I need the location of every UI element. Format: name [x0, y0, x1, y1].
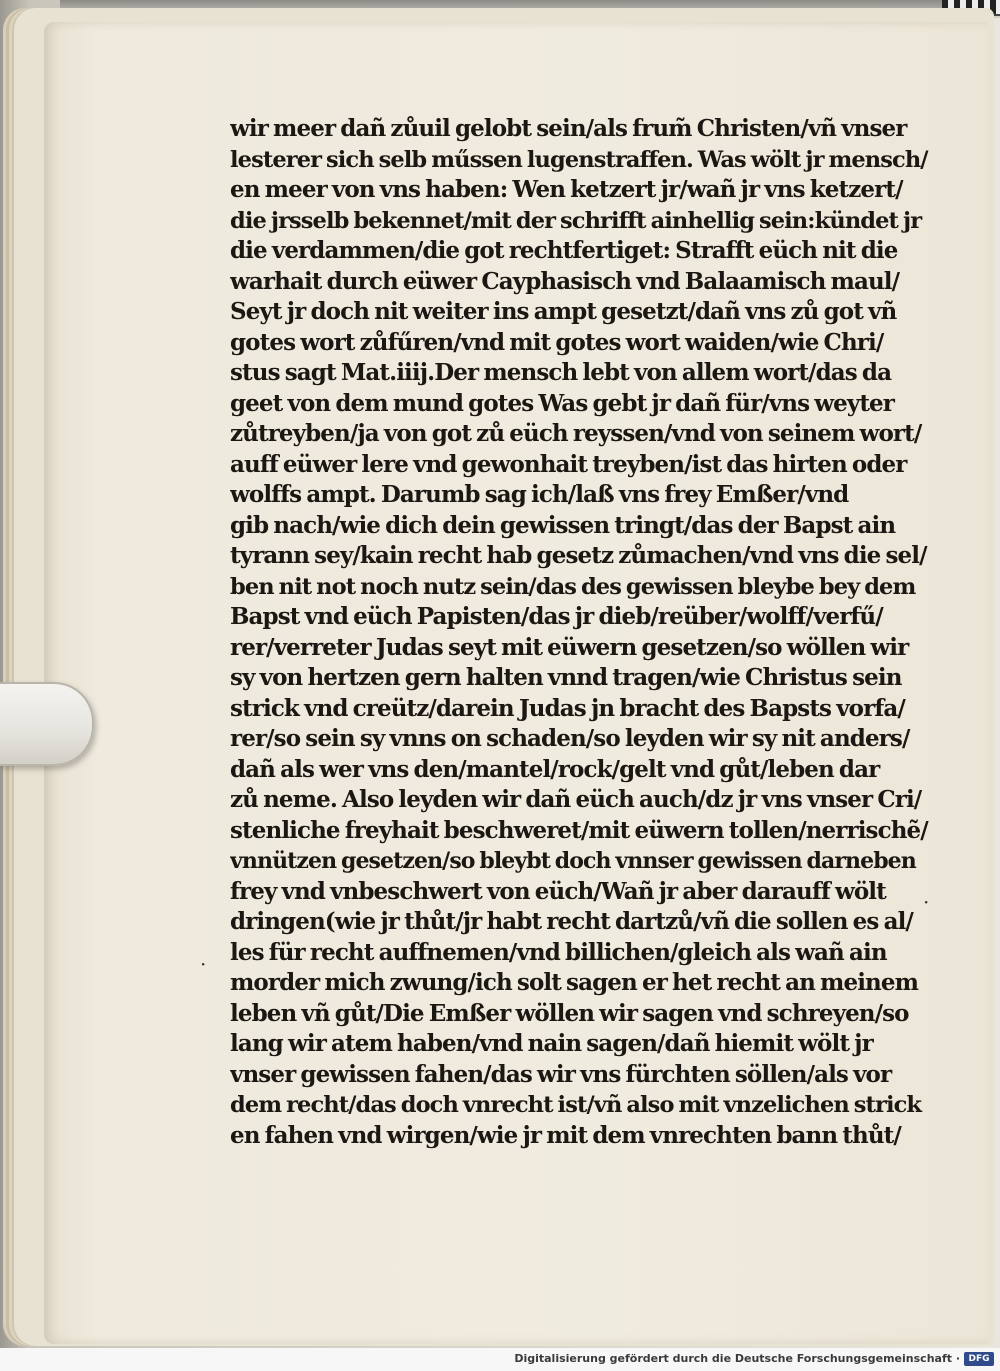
text-line: stus sagt Mat.iiij.Der mensch lebt von allem wort/das da — [230, 359, 892, 386]
text-line: vnnützen gesetzen/so bleybt doch vnnser gewissen darneben — [230, 848, 916, 874]
text-line: lang wir atem haben/vnd nain sagen/dañ hiemit wölt jr — [230, 1030, 873, 1057]
text-line: tyrann sey/kain recht hab gesetz zůmachen/vnd vns die sel/ — [230, 542, 927, 569]
text-line: ben nit not noch nutz sein/das des gewissen bleybe bey dem — [230, 573, 916, 600]
text-line: rer/so sein sy vnns on schaden/so leyden wir sy nit anders/ — [230, 725, 910, 752]
text-line: vnser gewissen fahen/das wir vns fürchten söllen/als vor — [230, 1060, 892, 1088]
page-text — [230, 114, 930, 1151]
text-line: dringen(wie jr thůt/jr habt recht dartzů/vñ die sollen es al/ — [230, 908, 913, 935]
page-clip — [0, 682, 94, 766]
text-line: zůtreyben/ja von got zů eüch reyssen/vnd von seinem wort/ — [230, 420, 922, 447]
text-line: gib nach/wie dich dein gewissen tringt/das der Bapst ain — [230, 511, 896, 539]
text-line: leben vñ gůt/Die Emßer wöllen wir sagen vnd schreyen/so — [230, 999, 909, 1027]
text-line: die verdammen/die got rechtfertiget: Strafft eüch nit die — [230, 237, 898, 264]
text-line: Seyt jr doch nit weiter ins ampt gesetzt/dañ vns zů got vñ — [230, 298, 897, 325]
margin-mark: · — [200, 952, 207, 976]
text-line: dem recht/das doch vnrecht ist/vñ also mit vnzelichen strick — [230, 1092, 922, 1118]
text-line: auff eüwer lere vnd gewonhait treyben/ist das hirten oder — [230, 450, 907, 478]
text-line: stenliche freyhait beschweret/mit eüwern tollen/nerrischẽ/ — [230, 816, 928, 844]
text-line: sy von hertzen gern halten vnnd tragen/wie Christus sein — [230, 664, 902, 691]
text-line: gotes wort zůfűren/vnd mit gotes wort waiden/wie Chri/ — [230, 328, 884, 356]
text-line: zů neme. Also leyden wir dañ eüch auch/dz jr vns vnser Cri/ — [230, 786, 922, 813]
text-line: wir meer dañ zůuil gelobt sein/als frum̃ Christen/vñ vnser — [230, 115, 907, 142]
text-line: strick vnd creütz/darein Judas jn bracht des Bapsts vorfa/ — [230, 694, 905, 722]
text-line: morder mich zwung/ich solt sagen er het recht an meinem — [230, 969, 919, 996]
text-line: rer/verreter Judas seyt mit eüwern gesetzen/so wöllen wir — [230, 633, 909, 661]
text-line: warhait durch eüwer Cayphasisch vnd Balaamisch maul/ — [230, 267, 900, 295]
text-line: frey vnd vnbeschwert von eüch/Wañ jr aber darauff wölt — [230, 877, 886, 905]
text-line: lesterer sich selb műssen lugenstraffen. Was wölt jr mensch/ — [230, 146, 928, 173]
footer-bar — [0, 1348, 1000, 1371]
text-line: die jrsselb bekennet/mit der schrifft ainhellig sein:kündet jr — [230, 207, 922, 234]
funding-notice: Digitalisierung gefördert durch die Deutsche Forschungsgemeinschaft · — [514, 1352, 960, 1365]
margin-mark: · — [923, 890, 930, 914]
text-line: Bapst vnd eüch Papisten/das jr dieb/reüber/wolff/verfű/ — [230, 603, 883, 630]
text-line: dañ als wer vns den/mantel/rock/gelt vnd gůt/leben dar — [230, 755, 880, 783]
text-line: en meer von vns haben: Wen ketzert jr/wañ jr vns ketzert/ — [230, 176, 903, 203]
text-line: en fahen vnd wirgen/wie jr mit dem vnrechten bann thůt/ — [230, 1121, 901, 1149]
text-line: geet von dem mund gotes Was gebt jr dañ für/vns weyter — [230, 389, 895, 417]
dfg-logo: DFG — [964, 1352, 994, 1366]
text-line: les für recht auffnemen/vnd billichen/gleich als wañ ain — [230, 938, 887, 966]
text-line: wolffs ampt. Darumb sag ich/laß vns frey Emßer/vnd — [230, 481, 849, 508]
